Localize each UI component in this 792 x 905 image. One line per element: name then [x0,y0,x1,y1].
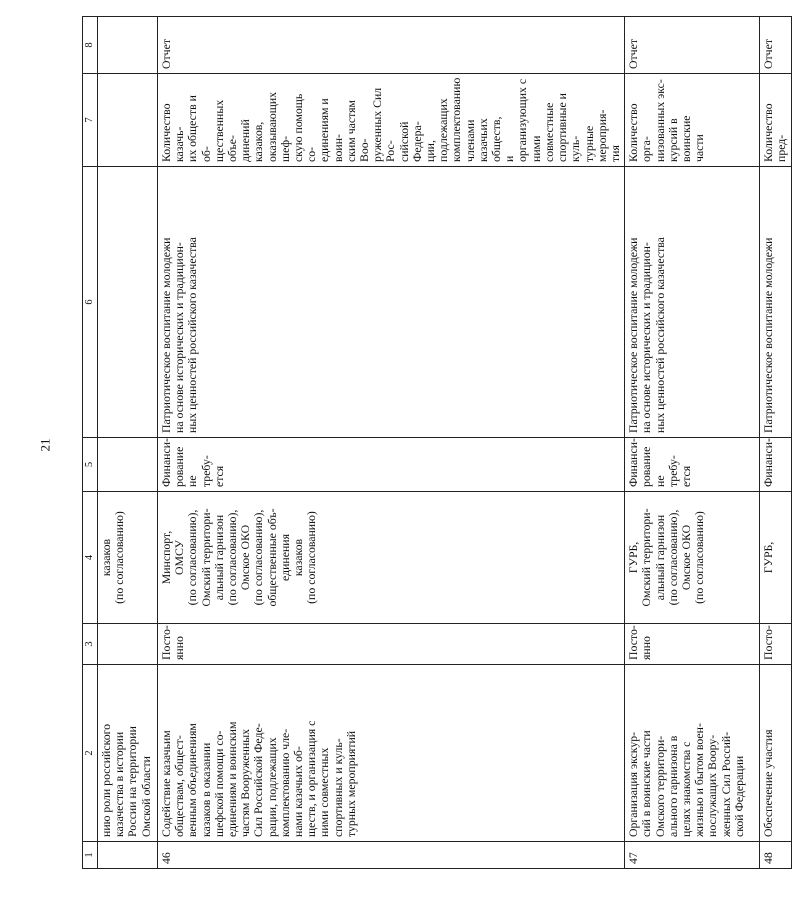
report-cell: Отчет [760,17,791,74]
table-row [625,17,760,869]
executor-cell: казаков (по согласованию) [98,492,158,624]
executor-cell: ГУРБ, Омский территори- альный гарнизон (по согласованию), Омское ОКО (по согласованию) [625,492,760,624]
column-number-row [83,17,98,869]
financing-cell: Финанси- рование не требу- ется [158,438,625,492]
event-cell: Обеспечение участия [760,665,791,842]
table-row [760,17,791,869]
header-col-2: 2 [83,665,98,842]
header-col-4: 4 [83,492,98,624]
row-number-cell [98,842,158,869]
table-row [158,17,625,869]
row-number-cell: 46 [158,842,625,869]
goal-cell: Патриотическое воспитание молодежи на основе исторических и традицион- ных ценностей российского казачества [158,167,625,438]
plan-table [82,16,792,869]
indicator-cell [98,74,158,167]
report-cell [98,17,158,74]
row-number-cell: 47 [625,842,760,869]
financing-cell: Финанси- [760,438,791,492]
term-cell [98,624,158,665]
goal-cell [98,167,158,438]
row-number-cell: 48 [760,842,791,869]
goal-cell: Патриотическое воспитание молодежи [760,167,791,438]
indicator-cell: Количество пред- [760,74,791,167]
rotated-table-wrapper [82,39,789,869]
term-cell: Посто- янно [158,624,625,665]
term-cell: Посто- [760,624,791,665]
event-cell: нию роли российского казачества в истории России на территории Омской области [98,665,158,842]
header-col-3: 3 [83,624,98,665]
executor-cell: ГУРБ, [760,492,791,624]
event-cell: Содействие казачьим обществам, общест- венным объединениям казаков в оказании шефской помощи со- единениям и воинским частям Вооруженных Сил Российской Феде- рации, подлежащих комплектованию чле- нами казачьих об- ществ, и организация с ними совместных спортивных и куль- турных мероприятий [158,665,625,842]
header-col-1: 1 [83,842,98,869]
table-row [98,17,158,869]
term-cell: Посто- янно [625,624,760,665]
financing-cell [98,438,158,492]
header-col-8: 8 [83,17,98,74]
executor-cell: Минспорт, ОМСУ (по согласованию), Омский территори- альный гарнизон (по согласованию), Омское ОКО (по согласованию), общественные объ- единения казаков (по согласованию) [158,492,625,624]
header-col-6: 6 [83,167,98,438]
header-col-7: 7 [83,74,98,167]
indicator-cell: Количество казачь- их обществ и об- щественных объе- динений казаков, оказывающих шеф- скую помощь со- единениям и воин- ским частям Воо- руженных Сил Рос- сийской Федера- ции, подлежащих комплектованию членами казачьих обществ, и организующих с ними совместные спортивные и куль- турные мероприя- тия [158,74,625,167]
financing-cell: Финанси- рование не требу- ется [625,438,760,492]
page-number: 21 [37,438,52,452]
indicator-cell: Количество орга- низованных экс- курсий в воинские части [625,74,760,167]
header-col-5: 5 [83,438,98,492]
event-cell: Организация экскур- сий в воинские части Омского территори- ального гарнизона в целях знакомства с жизнью и бытом воен- нослужащих Воору- женных Сил Россий- ской Федерации [625,665,760,842]
goal-cell: Патриотическое воспитание молодежи на основе исторических и традицион- ных ценностей российского казачества [625,167,760,438]
report-cell: Отчет [158,17,625,74]
report-cell: Отчет [625,17,760,74]
